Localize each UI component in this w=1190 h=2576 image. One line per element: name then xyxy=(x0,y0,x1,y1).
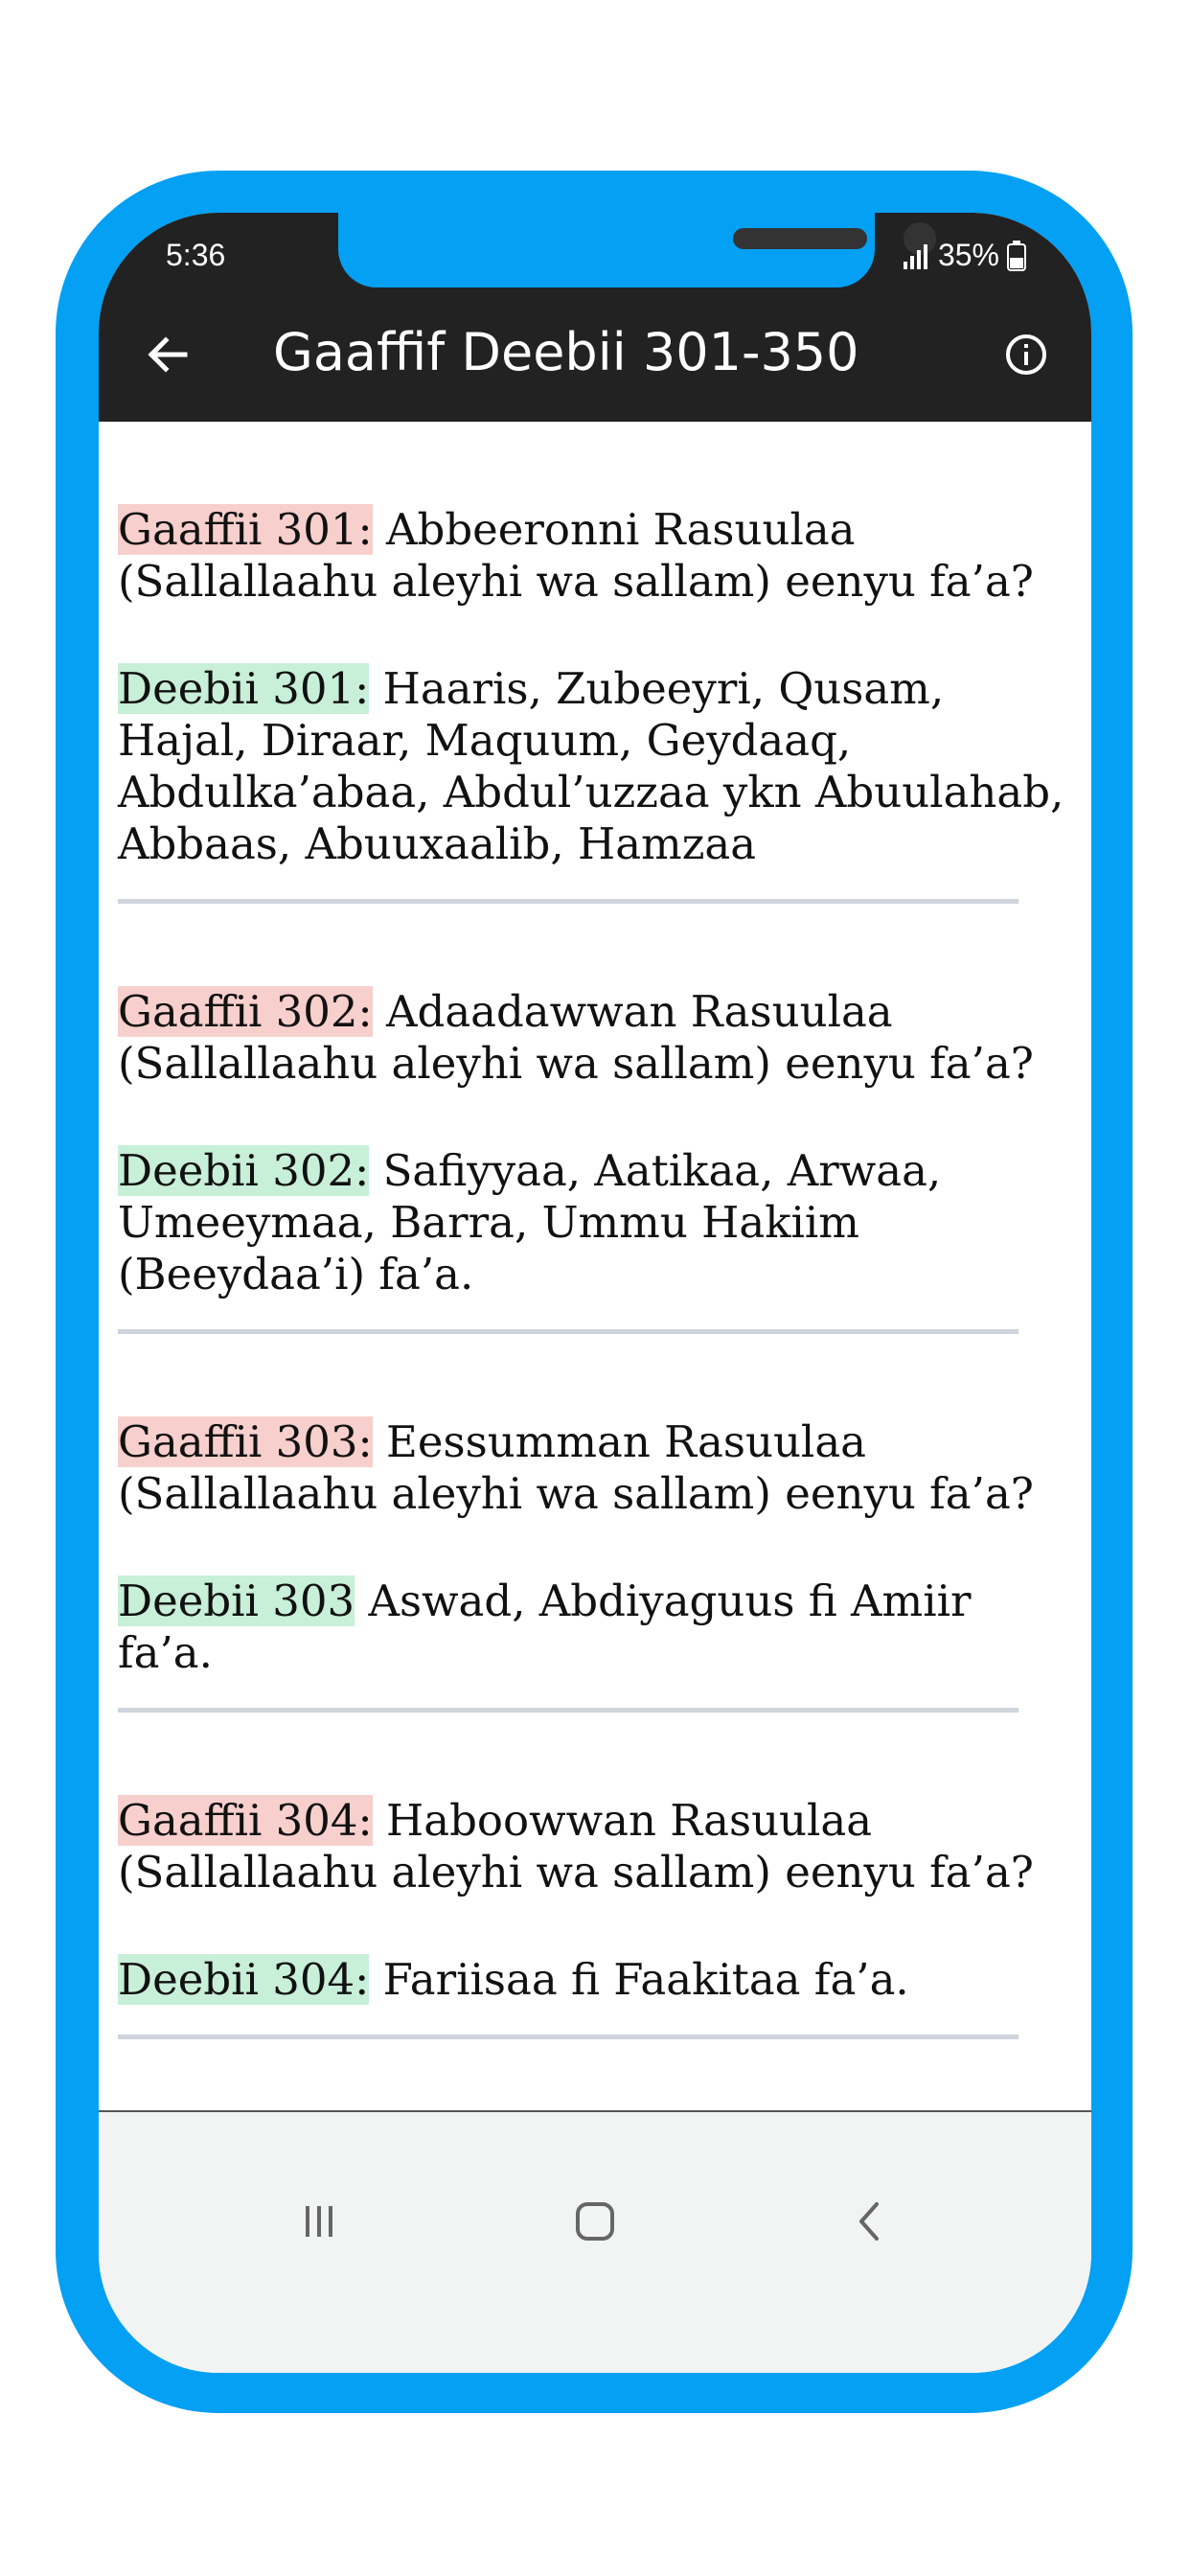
answer-label: Deebii 303 xyxy=(118,1576,355,1626)
answer xyxy=(118,1954,1076,2006)
question-text: Haboowwan Rasuulaa (Sallallaahu aleyhi wa sallam) eenyu fa’a? xyxy=(118,1795,1034,1898)
question xyxy=(118,504,1076,608)
battery-icon xyxy=(1007,241,1026,271)
status-bar xyxy=(99,213,1091,288)
answer-text: Aswad, Abdiyaguus fi Amiir fa’a. xyxy=(118,1576,972,1678)
back-button[interactable] xyxy=(137,324,198,385)
screen xyxy=(99,213,1091,2373)
qa-item xyxy=(118,1713,1076,2039)
question xyxy=(118,986,1076,1090)
signal-icon xyxy=(902,242,930,269)
status-time: 5:36 xyxy=(166,238,226,272)
info-button[interactable] xyxy=(995,324,1057,385)
question-text: Eessumman Rasuulaa (Sallallaahu aleyhi wa sallam) eenyu fa’a? xyxy=(118,1416,1034,1519)
question-text: Adaadawwan Rasuulaa (Sallallaahu aleyhi wa sallam) eenyu fa’a? xyxy=(118,986,1034,1089)
recents-button[interactable] xyxy=(290,2193,348,2250)
speaker xyxy=(733,228,867,249)
home-icon xyxy=(566,2193,624,2250)
qa-item xyxy=(118,422,1076,904)
back-icon xyxy=(842,2193,900,2250)
recents-icon xyxy=(290,2193,348,2250)
qa-item xyxy=(118,1334,1076,1713)
question-label: Gaaffii 302: xyxy=(118,986,373,1037)
answer-label: Deebii 304: xyxy=(118,1954,370,2005)
answer-text: Safiyyaa, Aatikaa, Arwaa, Umeeymaa, Barra, Ummu Hakiim (Beeydaa’i) fa’a. xyxy=(118,1145,942,1300)
qa-item xyxy=(118,904,1076,1334)
question-label: Gaaffii 301: xyxy=(118,504,373,555)
page-title: Gaaffif Deebii 301-350 xyxy=(273,322,859,382)
answer xyxy=(118,1576,1076,1679)
app-bar xyxy=(99,288,1091,422)
home-button[interactable] xyxy=(566,2193,624,2250)
info-icon xyxy=(995,324,1057,385)
answer xyxy=(118,663,1076,870)
answer-text: Haaris, Zubeeyri, Qusam, Hajal, Diraar, Maquum, Geydaaq, Abdulka’abaa, Abdul’uzzaa ykn Abuulahab, Abbaas, Abuuxaalib, Hamzaa xyxy=(118,663,1064,869)
system-back-button[interactable] xyxy=(842,2193,900,2250)
question xyxy=(118,1416,1076,1520)
status-right xyxy=(902,238,1026,273)
qa-list xyxy=(118,422,1076,2277)
battery-percent: 35% xyxy=(937,238,999,272)
back-arrow-icon xyxy=(137,324,198,385)
answer-text: Fariisaa fi Faakitaa fa’a. xyxy=(369,1954,909,2005)
answer-label: Deebii 301: xyxy=(118,663,370,714)
question-label: Gaaffii 304: xyxy=(118,1795,373,1846)
question xyxy=(118,1795,1076,1898)
navigation-bar xyxy=(99,2110,1091,2373)
notch xyxy=(338,213,875,288)
question-text: Abbeeronni Rasuulaa (Sallallaahu aleyhi wa sallam) eenyu fa’a? xyxy=(118,504,1034,607)
answer xyxy=(118,1145,1076,1300)
answer-label: Deebii 302: xyxy=(118,1145,370,1196)
question-label: Gaaffii 303: xyxy=(118,1416,373,1467)
